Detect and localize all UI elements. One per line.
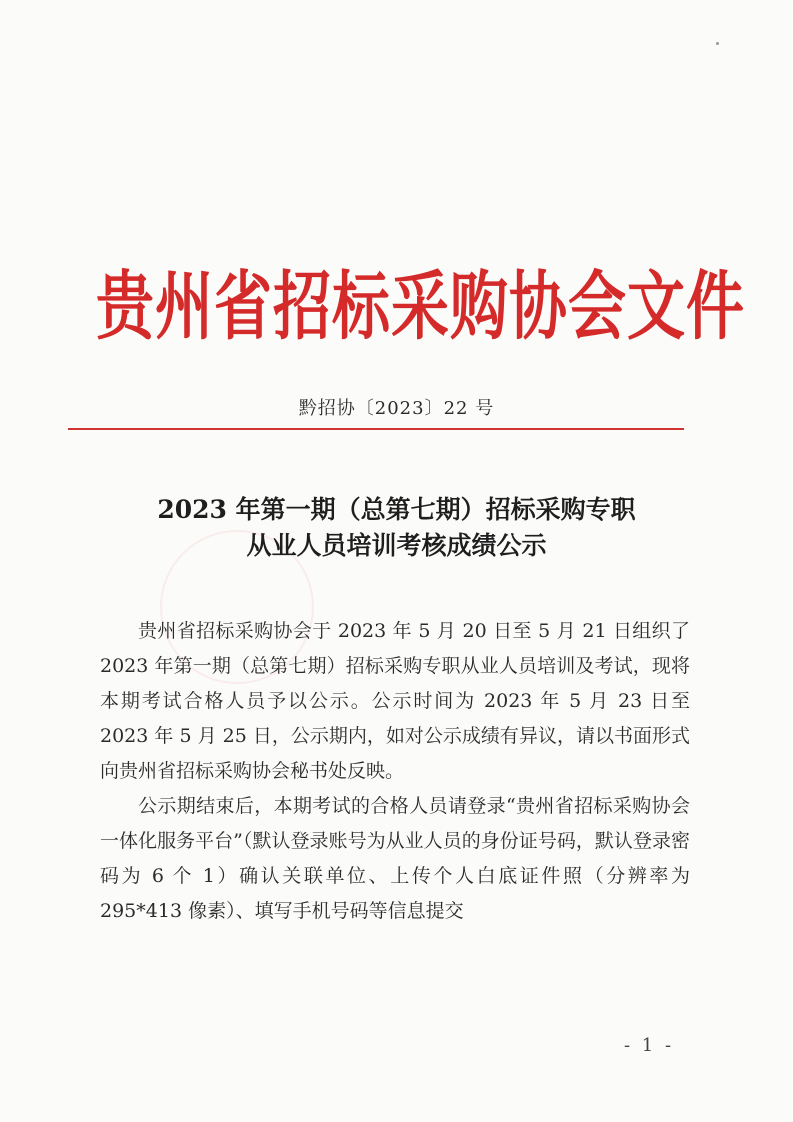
body-paragraph-2: 公示期结束后，本期考试的合格人员请登录“贵州省招标采购协会一体化服务平台”（默认登录账号为从业人员的身份证号码，默认登录密码为 6 个 1）确认关联单位、上传个人白底证件照（分辨率为 295*413 像素）、填写手机号码等信息提交 xyxy=(100,795,690,922)
masthead-title: 贵州省招标采购协会文件 xyxy=(96,262,746,350)
document-number: 黔招协〔2023〕22 号 xyxy=(298,398,495,419)
notice-title-line-2: 从业人员培训考核成绩公示 xyxy=(246,531,547,560)
page-number: - 1 - xyxy=(624,1035,675,1056)
body-paragraph-1: 贵州省招标采购协会于 2023 年 5 月 20 日至 5 月 21 日组织了 2023 年第一期（总第七期）招标采购专职从业人员培训及考试，现将本期考试合格人员予以公示。公示时间为 2023 年 5 月 23 日至 2023 年 5 月 25 日，公示期内，如对公示成绩有异议，请以书面形式向贵州省招标采购协会秘书处反映。 xyxy=(100,620,690,782)
scan-speck xyxy=(716,42,719,45)
notice-title-line-1: 2023 年第一期（总第七期）招标采购专职 xyxy=(157,495,636,524)
notice-body xyxy=(100,614,690,929)
notice-title xyxy=(0,492,793,564)
red-divider-line xyxy=(68,428,684,430)
